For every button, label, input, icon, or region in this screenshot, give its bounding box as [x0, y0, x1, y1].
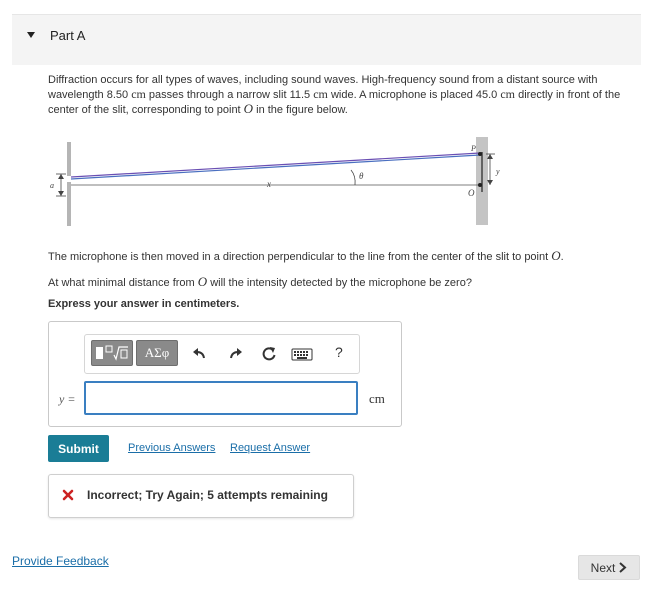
answer-input[interactable] [84, 381, 358, 415]
label-x: x [267, 179, 271, 189]
math-toolbar [84, 334, 360, 374]
provide-feedback-link[interactable]: Provide Feedback [12, 554, 109, 568]
keyboard-icon[interactable] [291, 346, 313, 362]
next-button[interactable] [578, 555, 640, 580]
part-title: Part A [50, 28, 86, 43]
feedback-box [48, 474, 354, 518]
previous-answers-link[interactable]: Previous Answers [128, 442, 216, 454]
undo-icon[interactable] [191, 346, 207, 362]
request-answer-link[interactable]: Request Answer [230, 442, 311, 454]
part-header[interactable] [12, 14, 641, 65]
label-theta: θ [359, 171, 364, 181]
answer-variable-label: y = [59, 392, 76, 406]
reset-icon[interactable] [261, 346, 277, 362]
answer-panel [48, 321, 402, 427]
instruction-text: Express your answer in centimeters. [48, 298, 240, 310]
label-a: a [50, 181, 54, 190]
label-y: y [496, 167, 500, 176]
caret-down-icon[interactable] [26, 30, 36, 40]
label-p: P [471, 144, 476, 153]
next-label: Next [590, 560, 616, 575]
redo-icon[interactable] [228, 346, 244, 362]
label-o: O [468, 188, 475, 198]
slit-wall-top [67, 142, 71, 176]
greek-symbols-button[interactable]: ΑΣφ [136, 340, 178, 366]
submit-button[interactable]: Submit [48, 435, 109, 462]
templates-icon [94, 344, 130, 362]
diffraction-figure [46, 132, 506, 232]
moved-text: The microphone is then moved in a direction perpendicular to the line from the center of the slit to point O. [48, 248, 564, 263]
answer-unit-label: cm [369, 391, 385, 406]
help-button[interactable]: ? [335, 344, 343, 360]
problem-statement: Diffraction occurs for all types of waves, including sound waves. High-frequency sound from a distant source with wavelength 8.50 cm passes through a narrow slit 11.5 cm wide. A microphone is placed 45.0 cm directly in front of the center of the slit, corresponding to point O in the figure below. [48, 74, 621, 116]
templates-button[interactable] [91, 340, 133, 366]
slit-wall-bottom [67, 182, 71, 226]
question-text: At what minimal distance from O will the intensity detected by the microphone be zero? [48, 274, 472, 289]
incorrect-x-icon [62, 489, 74, 501]
feedback-message: Incorrect; Try Again; 5 attempts remaining [87, 488, 328, 502]
chevron-right-icon [618, 562, 627, 573]
